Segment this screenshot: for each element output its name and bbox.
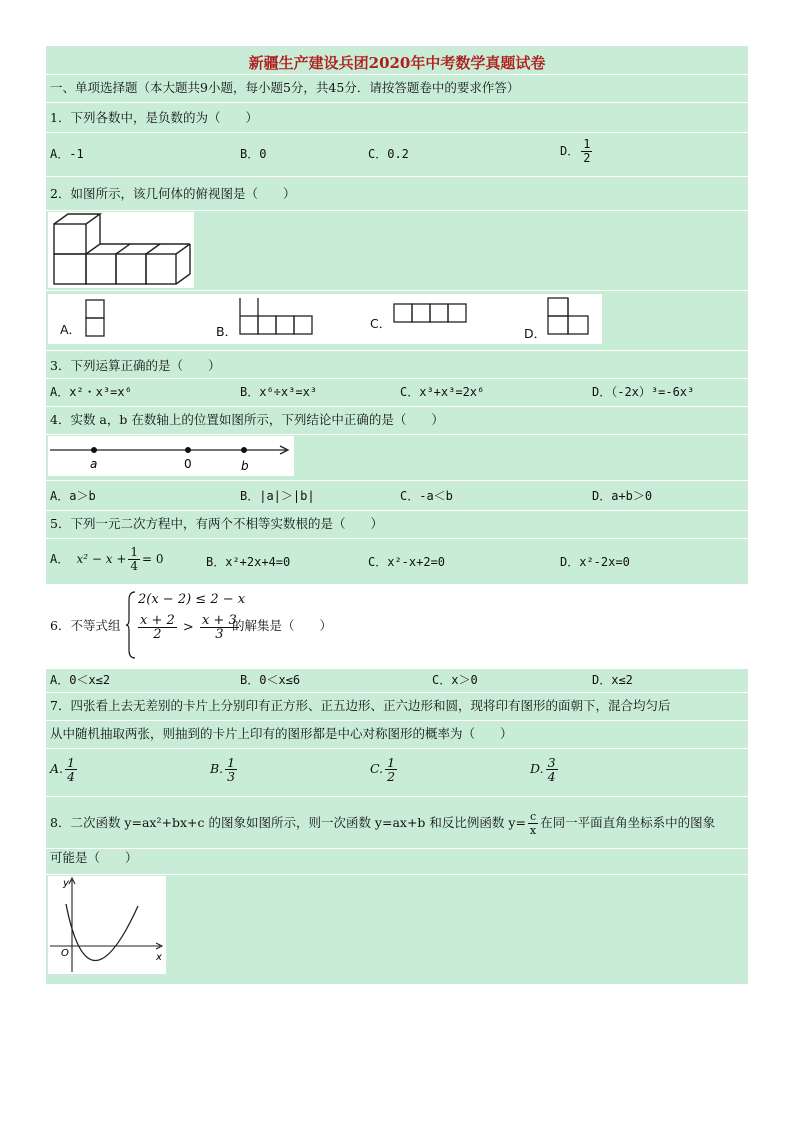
fraction-denominator: 4	[130, 559, 139, 573]
q4-figure-row	[46, 434, 748, 481]
q7-option-b-fraction	[225, 756, 237, 783]
fraction-denominator: 2	[387, 769, 396, 784]
q8-stem-prefix: 8．二次函数 y=ax²+bx+c 的图象如图所示，则一次函数 y=ax+b 和反比例函数 y=	[50, 815, 526, 830]
q7-option-a-fraction	[65, 756, 77, 783]
section-heading: 一、单项选择题（本大题共9小题，每小题5分，共45分．请按答题卷中的要求作答）	[50, 80, 520, 95]
q2-option-a-label: A．	[60, 322, 82, 337]
q4-number-line	[48, 436, 294, 476]
y-axis-label: y	[63, 878, 69, 889]
q8-stem-row-2	[46, 848, 748, 875]
q6-inequality-2	[136, 614, 241, 641]
exam-title: 新疆生产建设兵团2020年中考数学真题试卷	[248, 54, 546, 72]
point-zero	[185, 447, 191, 453]
q3-stem: 3．下列运算正确的是（ ）	[50, 358, 221, 373]
q2-option-b-label: B．	[216, 324, 238, 339]
label-zero: 0	[184, 457, 192, 471]
q3-option-d: D．（-2x）³=-6x³	[592, 385, 695, 399]
q3-option-b: B．x⁶÷x³=x³	[240, 385, 318, 399]
q1-option-d-fraction	[581, 138, 592, 165]
q7-stem-line-1: 7．四张看上去无差别的卡片上分别印有正方形、正五边形、正六边形和圆，现将印有图形的面朝下，混合均匀后	[50, 698, 671, 713]
q3-option-a: A．x²・x³=x⁶	[50, 385, 132, 399]
q7-option-d	[530, 756, 560, 783]
fraction-numerator: 1	[387, 755, 396, 770]
q7-option-a	[50, 756, 79, 783]
q5-option-d: D．x²-2x=0	[560, 555, 630, 569]
fraction-numerator: 3	[547, 755, 556, 770]
exam-sheet	[46, 46, 748, 984]
q6-option-a: A．0＜x≤2	[50, 673, 111, 687]
q8-stem-line-2: 可能是（ ）	[50, 850, 138, 865]
q6-stem-row	[46, 584, 748, 669]
q2-stem: 2．如图所示，该几何体的俯视图是（ ）	[50, 186, 296, 201]
fraction-numerator: c	[528, 810, 538, 824]
fraction-denominator: 3	[227, 769, 236, 784]
q7-stem-line-2: 从中随机抽取两张，则抽到的卡片上印有的图形都是中心对称图形的概率为（ ）	[50, 726, 513, 741]
label-b: b	[241, 459, 249, 473]
q6-inequality-1: 2(x − 2) ≤ 2 − x	[138, 592, 246, 607]
q1-option-d	[560, 138, 594, 165]
q4-option-d: D．a+b＞0	[592, 489, 653, 503]
section-header-row	[46, 74, 748, 103]
q5-option-a-rhs: = 0	[142, 552, 164, 566]
q8-stem-suffix: 在同一平面直角坐标系中的图象	[540, 815, 716, 830]
q7-option-b-label: B.	[210, 761, 224, 776]
q2-option-c-label: C．	[370, 316, 392, 331]
point-a	[91, 447, 97, 453]
q7-option-c-fraction	[385, 756, 397, 783]
q2-options-row	[46, 290, 748, 351]
q1-option-a: A．-1	[50, 147, 84, 161]
q1-options-row	[46, 132, 748, 177]
q8-stem-row-1	[46, 796, 748, 849]
q7-option-d-fraction	[546, 756, 558, 783]
q1-option-c: C．0.2	[368, 147, 409, 161]
fraction-denominator: 3	[215, 627, 224, 642]
q2-solid-figure	[48, 212, 194, 288]
q7-stem-row-1	[46, 692, 748, 721]
point-b	[241, 447, 247, 453]
fraction-denominator: x	[529, 824, 537, 837]
q6-fraction-left	[138, 614, 177, 641]
q4-option-c: C．-a＜b	[400, 489, 453, 503]
q8-stem-line-1	[50, 810, 715, 837]
q7-option-b	[210, 756, 239, 783]
q8-figure-row	[46, 874, 748, 984]
fraction-numerator: 1	[67, 755, 75, 770]
q5-option-b: B．x²+2x+4=0	[206, 555, 291, 569]
q2-figure-row	[46, 210, 748, 291]
q3-option-c: C．x³+x³=2x⁶	[400, 385, 485, 399]
q6-option-c: C．x＞0	[432, 673, 478, 687]
q7-option-c	[370, 756, 399, 783]
q1-stem-row	[46, 102, 748, 133]
q2-option-b-figure	[238, 296, 322, 336]
q8-fraction	[528, 810, 538, 837]
q4-option-b: B．|a|＞|b|	[240, 489, 315, 503]
q7-stem-row-2	[46, 720, 748, 749]
q2-stem-row	[46, 176, 748, 211]
parabola-curve	[66, 904, 138, 961]
q5-option-c: C．x²-x+2=0	[368, 555, 446, 569]
q1-option-b: B．0	[240, 147, 267, 161]
title-row	[46, 46, 748, 75]
fraction-numerator: 1	[227, 755, 236, 770]
q5-options-row	[46, 538, 748, 585]
q1-stem: 1．下列各数中，是负数的为（ ）	[50, 110, 258, 125]
q2-option-d-figure	[546, 296, 596, 338]
q6-stem-suffix: 的解集是（ ）	[232, 618, 333, 633]
fraction-numerator: 1	[583, 137, 591, 151]
q3-options-row	[46, 378, 748, 407]
q7-option-d-label: D.	[530, 761, 544, 776]
q4-options-row	[46, 480, 748, 511]
origin-label: O	[61, 948, 69, 959]
q7-options-row	[46, 748, 748, 797]
q2-options-panel	[48, 294, 602, 344]
q5-stem-row	[46, 510, 748, 539]
q2-option-d-label: D．	[524, 326, 547, 341]
fraction-denominator: 4	[67, 769, 75, 784]
fraction-numerator: x + 2	[140, 613, 175, 628]
q6-system-brace	[126, 590, 136, 660]
q1-option-d-label: D．	[560, 144, 580, 158]
q7-option-c-label: C.	[370, 761, 384, 776]
q5-stem: 5．下列一元二次方程中，有两个不相等实数根的是（ ）	[50, 516, 383, 531]
q2-option-a-figure	[84, 298, 108, 340]
q2-option-c-figure	[392, 302, 476, 326]
parabola-drawing	[48, 876, 166, 974]
q6-stem-prefix: 6．不等式组	[50, 618, 121, 633]
fraction-denominator: 2	[153, 627, 162, 642]
q6-option-d: D．x≤2	[592, 673, 633, 687]
q7-option-a-label: A.	[50, 761, 64, 776]
cube-solid-drawing	[48, 212, 194, 288]
q6-greater-than: >	[182, 620, 194, 635]
fraction-numerator: 1	[130, 545, 139, 559]
q5-option-a	[50, 546, 164, 573]
q6-option-b: B．0＜x≤6	[240, 673, 301, 687]
label-a: a	[90, 457, 98, 471]
q6-options-row	[46, 668, 748, 693]
x-axis-label: x	[156, 952, 162, 963]
fraction-denominator: 4	[547, 769, 556, 784]
q8-parabola-graph	[48, 876, 166, 974]
q4-stem-row	[46, 406, 748, 435]
q4-option-a: A．a＞b	[50, 489, 96, 503]
q3-stem-row	[46, 350, 748, 379]
number-line-drawing	[48, 436, 294, 476]
q5-option-a-expr: x² − x +	[76, 552, 127, 566]
fraction-denominator: 2	[583, 151, 591, 165]
q5-option-a-fraction	[128, 546, 140, 573]
q5-option-a-label: A．	[50, 552, 70, 566]
q4-stem: 4．实数 a，b 在数轴上的位置如图所示，下列结论中正确的是（ ）	[50, 412, 444, 427]
fraction-numerator: x + 3	[201, 613, 237, 628]
